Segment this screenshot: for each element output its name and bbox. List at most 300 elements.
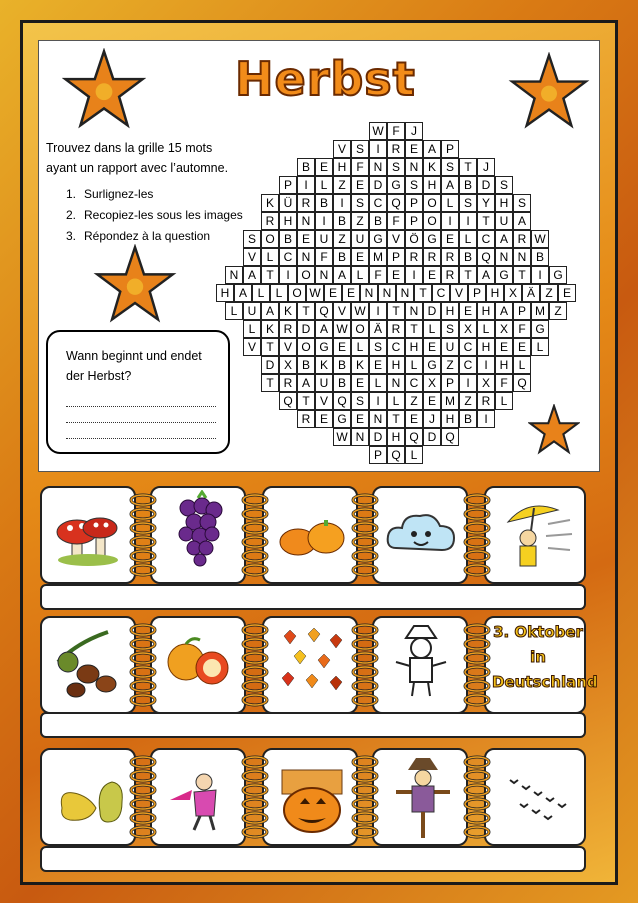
grid-letter[interactable]: Q xyxy=(279,392,297,410)
grid-letter[interactable]: X xyxy=(459,320,477,338)
birds-icon xyxy=(500,770,580,830)
spiral-ring-icon xyxy=(350,754,380,840)
grid-letter[interactable]: S xyxy=(513,194,531,212)
grid-letter[interactable]: S xyxy=(369,338,387,356)
grid-letter[interactable]: N xyxy=(360,284,378,302)
grid-letter[interactable]: V xyxy=(243,338,261,356)
grid-letter[interactable]: D xyxy=(477,176,495,194)
grid-letter[interactable]: L xyxy=(495,392,513,410)
grid-letter[interactable]: P xyxy=(279,176,297,194)
grid-letter[interactable]: E xyxy=(351,374,369,392)
grid-letter[interactable]: X xyxy=(504,284,522,302)
grid-letter[interactable]: N xyxy=(297,248,315,266)
grid-letter[interactable]: P xyxy=(405,194,423,212)
grid-letter[interactable]: J xyxy=(477,158,495,176)
grid-letter[interactable]: B xyxy=(459,176,477,194)
grid-letter[interactable]: B xyxy=(333,212,351,230)
grid-letter[interactable]: G xyxy=(423,356,441,374)
grid-letter[interactable]: R xyxy=(279,320,297,338)
grid-letter[interactable]: E xyxy=(324,284,342,302)
grid-letter[interactable]: I xyxy=(459,374,477,392)
grid-letter[interactable]: U xyxy=(351,230,369,248)
grid-letter[interactable]: R xyxy=(405,248,423,266)
grid-letter[interactable]: L xyxy=(261,248,279,266)
grid-letter[interactable]: H xyxy=(387,428,405,446)
grid-letter[interactable]: X xyxy=(423,374,441,392)
answer-line[interactable] xyxy=(66,422,216,423)
grid-letter[interactable]: L xyxy=(252,284,270,302)
grid-letter[interactable]: Ä xyxy=(369,320,387,338)
grid-letter[interactable]: E xyxy=(423,338,441,356)
pumpkins-icon xyxy=(276,510,348,560)
grid-letter[interactable]: K xyxy=(315,356,333,374)
grid-letter[interactable]: X xyxy=(495,320,513,338)
star-icon xyxy=(528,404,580,456)
grid-letter[interactable]: Z xyxy=(540,284,558,302)
grid-letter[interactable]: L xyxy=(315,176,333,194)
grid-letter[interactable]: T xyxy=(513,266,531,284)
pumpkin-basket-icon xyxy=(274,756,350,836)
grid-letter[interactable]: R xyxy=(297,410,315,428)
grid-letter[interactable]: Q xyxy=(333,392,351,410)
grid-letter[interactable]: S xyxy=(351,392,369,410)
grid-letter[interactable]: M xyxy=(369,248,387,266)
spiral-ring-icon xyxy=(128,492,158,578)
grid-letter[interactable]: P xyxy=(369,446,387,464)
instructions xyxy=(46,138,246,178)
grid-letter[interactable]: L xyxy=(405,446,423,464)
grid-letter[interactable]: A xyxy=(315,320,333,338)
grid-letter[interactable]: A xyxy=(441,176,459,194)
grid-letter[interactable]: I xyxy=(369,302,387,320)
umbrella-wind-icon xyxy=(498,494,576,578)
grid-letter[interactable]: B xyxy=(333,248,351,266)
star-icon xyxy=(92,244,178,326)
grid-letter[interactable]: L xyxy=(225,302,243,320)
grid-letter[interactable]: R xyxy=(297,194,315,212)
grid-letter[interactable]: Z xyxy=(459,392,477,410)
grid-letter[interactable]: Ä xyxy=(522,284,540,302)
grid-letter[interactable]: Q xyxy=(315,302,333,320)
grid-letter[interactable]: Z xyxy=(333,176,351,194)
grid-letter[interactable]: Q xyxy=(477,248,495,266)
grid-letter[interactable]: S xyxy=(495,176,513,194)
grid-letter[interactable]: U xyxy=(441,338,459,356)
grid-letter[interactable]: Q xyxy=(441,428,459,446)
grid-letter[interactable]: I xyxy=(531,266,549,284)
grid-letter[interactable]: H xyxy=(441,410,459,428)
answer-field[interactable] xyxy=(40,712,586,738)
grid-letter[interactable]: G xyxy=(333,410,351,428)
grid-letter[interactable]: X xyxy=(477,374,495,392)
cloud-icon xyxy=(384,508,458,562)
answer-field[interactable] xyxy=(40,846,586,872)
grid-letter[interactable]: L xyxy=(477,320,495,338)
grid-letter[interactable]: I xyxy=(315,212,333,230)
grid-letter[interactable]: E xyxy=(342,284,360,302)
grid-letter[interactable]: V xyxy=(333,140,351,158)
grid-letter[interactable]: R xyxy=(279,374,297,392)
grid-letter[interactable]: D xyxy=(423,302,441,320)
grid-letter[interactable]: U xyxy=(243,302,261,320)
grid-letter[interactable]: R xyxy=(423,248,441,266)
star-icon xyxy=(508,52,590,132)
grid-letter[interactable]: T xyxy=(261,266,279,284)
grid-letter[interactable]: Y xyxy=(477,194,495,212)
grid-letter[interactable]: U xyxy=(495,212,513,230)
grid-letter[interactable]: H xyxy=(387,356,405,374)
grid-letter[interactable]: E xyxy=(423,266,441,284)
grid-letter[interactable]: W xyxy=(531,230,549,248)
grid-letter[interactable]: A xyxy=(423,140,441,158)
grid-letter[interactable]: X xyxy=(279,356,297,374)
grid-letter[interactable]: G xyxy=(315,338,333,356)
grid-letter[interactable]: E xyxy=(369,356,387,374)
grid-letter[interactable]: C xyxy=(459,356,477,374)
grid-letter[interactable]: B xyxy=(459,248,477,266)
grid-letter[interactable]: A xyxy=(477,266,495,284)
grid-letter[interactable]: E xyxy=(315,410,333,428)
grid-letter[interactable]: U xyxy=(315,230,333,248)
grid-letter[interactable]: N xyxy=(369,158,387,176)
grid-letter[interactable]: E xyxy=(387,266,405,284)
spiral-ring-icon xyxy=(462,492,492,578)
grid-letter[interactable]: M xyxy=(531,302,549,320)
grid-letter[interactable]: L xyxy=(351,266,369,284)
grid-letter[interactable]: P xyxy=(513,302,531,320)
grid-letter[interactable]: E xyxy=(558,284,576,302)
grid-letter[interactable]: E xyxy=(495,338,513,356)
steps-list xyxy=(66,184,243,247)
holiday-line: 3. Oktober xyxy=(493,623,583,641)
grid-letter[interactable]: G xyxy=(495,266,513,284)
grid-letter[interactable]: T xyxy=(297,302,315,320)
grid-letter[interactable]: I xyxy=(477,410,495,428)
grid-letter[interactable]: B xyxy=(297,356,315,374)
grid-letter[interactable]: H xyxy=(279,212,297,230)
grid-letter[interactable]: E xyxy=(351,248,369,266)
grid-letter[interactable]: U xyxy=(315,374,333,392)
grid-letter[interactable]: S xyxy=(459,194,477,212)
grid-letter[interactable]: B xyxy=(369,212,387,230)
grid-letter[interactable]: V xyxy=(315,392,333,410)
answer-field[interactable] xyxy=(40,584,586,610)
grid-letter[interactable]: J xyxy=(405,122,423,140)
grid-letter[interactable]: W xyxy=(333,428,351,446)
grid-letter[interactable]: H xyxy=(486,284,504,302)
grid-letter[interactable]: L xyxy=(243,320,261,338)
grid-letter[interactable]: C xyxy=(279,248,297,266)
grid-letter[interactable]: G xyxy=(423,230,441,248)
grid-letter[interactable]: C xyxy=(405,374,423,392)
leaves-icon xyxy=(274,626,348,702)
grid-letter[interactable]: T xyxy=(477,212,495,230)
grid-letter[interactable]: H xyxy=(495,356,513,374)
grid-letter[interactable]: A xyxy=(333,266,351,284)
grid-letter[interactable]: V xyxy=(387,230,405,248)
spiral-ring-icon xyxy=(240,754,270,840)
holiday-label xyxy=(492,620,598,695)
grid-letter[interactable]: N xyxy=(369,410,387,428)
grid-letter[interactable]: H xyxy=(423,176,441,194)
grid-letter[interactable]: I xyxy=(279,266,297,284)
grid-letter[interactable]: D xyxy=(369,428,387,446)
holiday-line: Deutschland xyxy=(492,673,598,691)
grid-letter[interactable]: Z xyxy=(441,356,459,374)
grid-letter[interactable]: A xyxy=(261,302,279,320)
grid-letter[interactable]: O xyxy=(423,212,441,230)
grid-letter[interactable]: R xyxy=(441,248,459,266)
grid-letter[interactable]: D xyxy=(423,428,441,446)
page-title: Herbst xyxy=(235,52,416,106)
grid-letter[interactable]: F xyxy=(387,212,405,230)
grid-letter[interactable]: O xyxy=(297,266,315,284)
step-item: 3. Répondez à la question xyxy=(66,229,211,243)
grid-letter[interactable]: L xyxy=(369,374,387,392)
grid-letter[interactable]: E xyxy=(513,338,531,356)
grid-letter[interactable]: Ü xyxy=(279,194,297,212)
grid-letter[interactable]: V xyxy=(279,338,297,356)
grid-letter[interactable]: E xyxy=(441,230,459,248)
mushrooms-icon xyxy=(52,498,124,570)
grid-letter[interactable]: G xyxy=(531,320,549,338)
grid-letter[interactable]: H xyxy=(333,158,351,176)
grid-letter[interactable]: L xyxy=(270,284,288,302)
spiral-ring-icon xyxy=(462,754,492,840)
grid-letter[interactable]: H xyxy=(477,302,495,320)
grid-letter[interactable]: C xyxy=(369,194,387,212)
grid-letter[interactable]: L xyxy=(387,392,405,410)
grid-letter[interactable]: T xyxy=(414,284,432,302)
grid-letter[interactable]: S xyxy=(243,230,261,248)
grid-letter[interactable]: T xyxy=(261,338,279,356)
grid-letter[interactable]: A xyxy=(243,266,261,284)
question-line: Wann beginnt und endet xyxy=(66,349,202,363)
grid-letter[interactable]: N xyxy=(387,374,405,392)
grid-letter[interactable]: N xyxy=(225,266,243,284)
instruction-line: ayant un rapport avec l’automne. xyxy=(46,161,229,175)
grid-letter[interactable]: B xyxy=(315,194,333,212)
grid-letter[interactable]: F xyxy=(387,122,405,140)
grid-letter[interactable]: O xyxy=(288,284,306,302)
grid-letter[interactable]: A xyxy=(234,284,252,302)
grid-letter[interactable]: Q xyxy=(513,374,531,392)
grid-letter[interactable]: R xyxy=(387,140,405,158)
grid-letter[interactable]: O xyxy=(297,338,315,356)
grid-letter[interactable]: N xyxy=(405,302,423,320)
grid-letter[interactable]: C xyxy=(477,230,495,248)
grid-letter[interactable]: S xyxy=(441,320,459,338)
grid-letter[interactable]: S xyxy=(351,140,369,158)
grid-letter[interactable]: E xyxy=(351,410,369,428)
grid-letter[interactable]: S xyxy=(405,176,423,194)
grid-letter[interactable]: L xyxy=(423,320,441,338)
question-line: der Herbst? xyxy=(66,369,132,383)
grid-letter[interactable]: C xyxy=(459,338,477,356)
grid-letter[interactable]: F xyxy=(315,248,333,266)
grid-letter[interactable]: L xyxy=(513,356,531,374)
grid-letter[interactable]: R xyxy=(513,230,531,248)
grid-letter[interactable]: A xyxy=(495,302,513,320)
grid-letter[interactable]: Q xyxy=(405,428,423,446)
grid-letter[interactable]: N xyxy=(495,248,513,266)
grid-letter[interactable]: P xyxy=(405,212,423,230)
grid-letter[interactable]: Z xyxy=(405,392,423,410)
grid-letter[interactable]: I xyxy=(369,140,387,158)
grid-letter[interactable]: L xyxy=(531,338,549,356)
grid-letter[interactable]: H xyxy=(216,284,234,302)
grid-letter[interactable]: R xyxy=(261,212,279,230)
grid-letter[interactable]: O xyxy=(261,230,279,248)
grid-letter[interactable]: G xyxy=(549,266,567,284)
chestnuts-icon xyxy=(48,622,130,704)
grid-letter[interactable]: Ö xyxy=(405,230,423,248)
grid-letter[interactable]: Q xyxy=(387,446,405,464)
grid-letter[interactable]: W xyxy=(369,122,387,140)
grid-letter[interactable]: I xyxy=(441,212,459,230)
grid-letter[interactable]: K xyxy=(261,320,279,338)
grid-letter[interactable]: F xyxy=(513,320,531,338)
grid-letter[interactable]: E xyxy=(333,338,351,356)
grid-letter[interactable]: N xyxy=(351,428,369,446)
grid-letter[interactable]: C xyxy=(387,338,405,356)
star-icon xyxy=(62,48,146,132)
grid-letter[interactable]: F xyxy=(351,158,369,176)
grid-letter[interactable]: V xyxy=(333,302,351,320)
grid-letter[interactable]: B xyxy=(279,230,297,248)
grid-letter[interactable]: I xyxy=(459,212,477,230)
grid-letter[interactable]: S xyxy=(351,194,369,212)
grid-letter[interactable]: A xyxy=(297,374,315,392)
grid-letter[interactable]: Z xyxy=(333,230,351,248)
grid-letter[interactable]: T xyxy=(387,302,405,320)
grid-letter[interactable]: N xyxy=(378,284,396,302)
grid-letter[interactable]: K xyxy=(261,194,279,212)
grid-letter[interactable]: I xyxy=(297,176,315,194)
grid-letter[interactable]: P xyxy=(441,374,459,392)
grid-letter[interactable]: B xyxy=(459,410,477,428)
grid-letter[interactable]: B xyxy=(531,248,549,266)
grid-letter[interactable]: D xyxy=(297,320,315,338)
grid-letter[interactable]: W xyxy=(333,320,351,338)
grid-letter[interactable]: T xyxy=(459,158,477,176)
grid-letter[interactable]: V xyxy=(450,284,468,302)
grid-letter[interactable]: L xyxy=(459,230,477,248)
grid-letter[interactable]: S xyxy=(387,158,405,176)
grid-letter[interactable]: Z xyxy=(549,302,567,320)
scarecrow-figure-icon xyxy=(392,622,450,700)
grid-letter[interactable]: W xyxy=(306,284,324,302)
grid-letter[interactable]: T xyxy=(387,410,405,428)
grid-letter[interactable]: T xyxy=(297,392,315,410)
grid-letter[interactable]: R xyxy=(387,320,405,338)
grid-letter[interactable]: O xyxy=(351,320,369,338)
holiday-line: in xyxy=(530,648,546,666)
grid-letter[interactable]: D xyxy=(369,176,387,194)
grid-letter[interactable]: H xyxy=(495,194,513,212)
grid-letter[interactable]: H xyxy=(441,302,459,320)
grid-letter[interactable]: F xyxy=(369,266,387,284)
grid-letter[interactable]: E xyxy=(315,158,333,176)
grid-letter[interactable]: R xyxy=(441,266,459,284)
grid-letter[interactable]: L xyxy=(405,356,423,374)
grid-letter[interactable]: P xyxy=(387,248,405,266)
grid-letter[interactable]: W xyxy=(351,302,369,320)
grid-letter[interactable]: Z xyxy=(351,212,369,230)
grid-letter[interactable]: K xyxy=(423,158,441,176)
grid-letter[interactable]: Q xyxy=(387,194,405,212)
grid-letter[interactable]: E xyxy=(351,176,369,194)
grid-letter[interactable]: E xyxy=(405,140,423,158)
answer-line[interactable] xyxy=(66,438,216,439)
grid-letter[interactable]: B xyxy=(333,374,351,392)
step-item: 2. Recopiez-les sous les images xyxy=(66,208,243,222)
grid-letter[interactable]: S xyxy=(441,158,459,176)
question-box xyxy=(46,330,230,454)
witch-icon xyxy=(164,760,234,834)
grid-letter[interactable]: N xyxy=(396,284,414,302)
grid-letter[interactable]: E xyxy=(297,230,315,248)
grid-letter[interactable]: F xyxy=(495,374,513,392)
grid-letter[interactable]: N xyxy=(297,212,315,230)
grid-letter[interactable]: I xyxy=(333,194,351,212)
grid-letter[interactable]: G xyxy=(387,176,405,194)
grid-letter[interactable]: N xyxy=(513,248,531,266)
answer-line[interactable] xyxy=(66,406,216,407)
apples-icon xyxy=(162,628,236,692)
grid-letter[interactable]: H xyxy=(405,338,423,356)
grid-letter[interactable]: I xyxy=(405,266,423,284)
grid-letter[interactable]: K xyxy=(279,302,297,320)
grid-letter[interactable]: O xyxy=(423,194,441,212)
grid-letter[interactable]: K xyxy=(351,356,369,374)
grid-letter[interactable]: P xyxy=(468,284,486,302)
grid-letter[interactable]: N xyxy=(405,158,423,176)
grid-letter[interactable]: E xyxy=(423,392,441,410)
grid-letter[interactable]: T xyxy=(405,320,423,338)
grid-letter[interactable]: T xyxy=(459,266,477,284)
grid-letter[interactable]: G xyxy=(369,230,387,248)
grid-letter[interactable]: J xyxy=(423,410,441,428)
spiral-ring-icon xyxy=(350,492,380,578)
spiral-ring-icon xyxy=(128,622,158,708)
grid-letter[interactable]: B xyxy=(333,356,351,374)
grid-letter[interactable]: N xyxy=(315,266,333,284)
grid-letter[interactable]: C xyxy=(432,284,450,302)
spiral-ring-icon xyxy=(128,754,158,840)
grid-letter[interactable]: E xyxy=(459,302,477,320)
grid-letter[interactable]: B xyxy=(297,158,315,176)
grid-letter[interactable]: R xyxy=(477,392,495,410)
grid-letter[interactable]: I xyxy=(477,356,495,374)
question-text xyxy=(66,346,226,386)
grid-letter[interactable]: P xyxy=(441,140,459,158)
grid-letter[interactable]: E xyxy=(405,410,423,428)
grid-letter[interactable]: D xyxy=(261,356,279,374)
grid-letter[interactable]: M xyxy=(441,392,459,410)
grid-letter[interactable]: I xyxy=(369,392,387,410)
instruction-line: Trouvez dans la grille 15 mots xyxy=(46,141,213,155)
grid-letter[interactable]: V xyxy=(243,248,261,266)
grid-letter[interactable]: H xyxy=(477,338,495,356)
grid-letter[interactable]: A xyxy=(513,212,531,230)
grid-letter[interactable]: T xyxy=(261,374,279,392)
spiral-ring-icon xyxy=(350,622,380,708)
grid-letter[interactable]: L xyxy=(441,194,459,212)
step-item: 1. Surlignez-les xyxy=(66,187,154,201)
grid-letter[interactable]: A xyxy=(495,230,513,248)
grid-letter[interactable]: L xyxy=(351,338,369,356)
